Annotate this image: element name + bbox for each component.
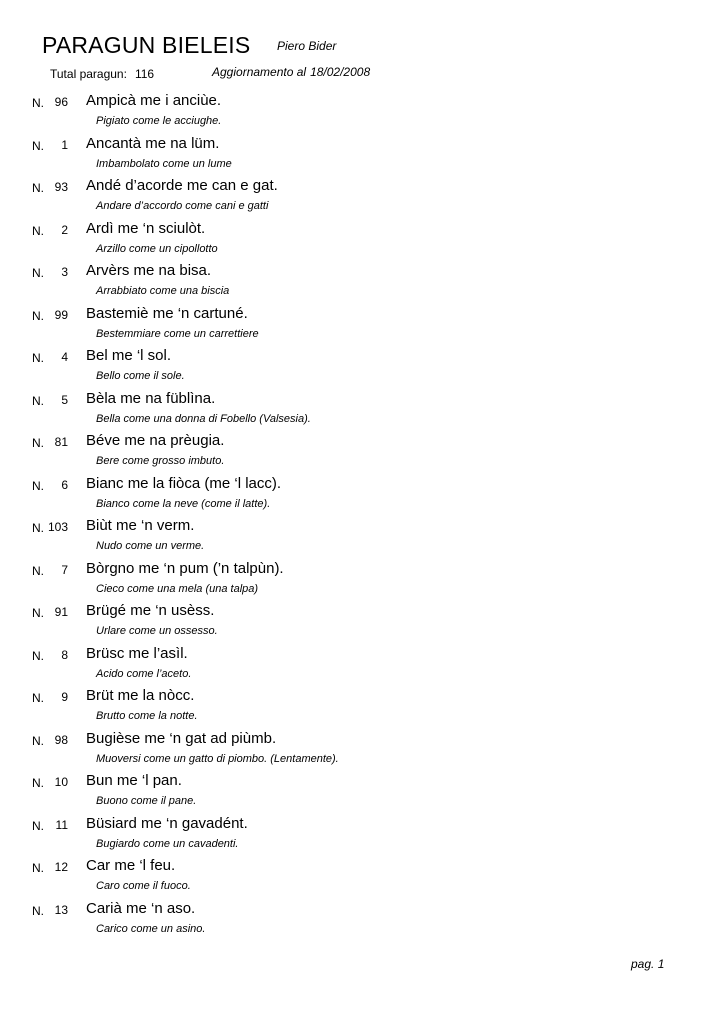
entry-translation: Buono come il pane. (96, 795, 197, 807)
entry-translation: Arzillo come un cipollotto (96, 242, 218, 255)
entry-prefix: N. (32, 308, 44, 323)
list-item (0, 135, 724, 178)
list-item (0, 815, 724, 858)
entry-phrase: Ardì me ‘n sciulòt. (86, 219, 206, 237)
total-count-value: 116 (134, 67, 155, 81)
list-item (0, 645, 724, 688)
entry-number: 91 (54, 605, 68, 619)
entry-translation: Nudo come un verme. (96, 540, 205, 552)
entry-number: 81 (54, 435, 68, 449)
list-item (0, 772, 724, 815)
list-item (0, 262, 724, 305)
entry-prefix: N. (32, 776, 44, 790)
entry-number: 96 (54, 95, 68, 109)
entry-number: 4 (61, 350, 68, 364)
entry-prefix: N. (32, 266, 44, 280)
entry-prefix: N. (32, 223, 44, 238)
entry-prefix: N. (32, 351, 44, 365)
entry-translation: Bestemmiare come un carrettiere (96, 327, 259, 340)
list-item (0, 92, 724, 135)
entry-translation: Bugiardo come un cavadenti. (96, 837, 239, 850)
total-count (50, 67, 154, 81)
entry-prefix: N. (32, 96, 44, 110)
update-date-label: Aggiornamento al (212, 65, 307, 79)
entry-number: 93 (54, 180, 68, 194)
entry-translation: Cieco come una mela (una talpa) (96, 582, 259, 595)
list-item (0, 517, 724, 560)
list-item (0, 560, 724, 603)
entry-translation: Bella come una donna di Fobello (Valsesia). (96, 412, 311, 425)
entry-translation: Imbambolato come un lume (96, 157, 232, 170)
entry-phrase: Bugièse me ‘n gat ad piùmb. (86, 729, 277, 747)
entry-phrase: Car me ‘l feu. (86, 857, 176, 874)
entry-number: 9 (61, 690, 68, 704)
entry-phrase: Bèla me na füblìna. (86, 389, 216, 407)
entry-prefix: N. (32, 181, 44, 195)
entry-number: 12 (54, 860, 68, 874)
entry-translation: Carico come un asino. (96, 922, 206, 935)
entry-phrase: Ancantà me na lüm. (86, 134, 220, 152)
entry-prefix: N. (32, 478, 44, 493)
entry-phrase: Bastemiè me ‘n cartuné. (86, 304, 248, 322)
entry-number: 8 (61, 647, 68, 662)
entry-translation: Urlare come un ossesso. (96, 625, 218, 637)
entry-translation: Caro come il fuoco. (96, 880, 191, 892)
entry-number: 6 (61, 477, 68, 492)
entry-phrase: Biùt me ‘n verm. (86, 517, 195, 534)
entry-prefix: N. (32, 818, 44, 833)
list-item (0, 220, 724, 263)
list-item (0, 390, 724, 433)
entry-number: 98 (54, 732, 68, 747)
entry-number: 13 (54, 902, 68, 917)
update-date-value: 18/02/2008 (310, 65, 371, 79)
entry-phrase: Ampicà me i anciùe. (86, 92, 222, 109)
entry-number: 7 (61, 562, 68, 577)
page-number: pag. 1 (631, 957, 665, 971)
update-date (212, 65, 370, 79)
entry-translation: Bianco come la neve (come il latte). (96, 497, 271, 510)
list-item (0, 900, 724, 943)
entry-number: 3 (61, 265, 68, 279)
entry-number: 10 (54, 775, 68, 789)
document-title: PARAGUN BIELEIS (42, 32, 251, 58)
entry-translation: Arrabbiato come una biscia (96, 285, 230, 297)
entry-number: 103 (47, 520, 68, 534)
entry-phrase: Bun me ‘l pan. (86, 772, 182, 789)
entry-prefix: N. (32, 691, 44, 705)
entry-phrase: Andé d’acorde me can e gat. (86, 177, 278, 194)
entry-phrase: Büsiard me ‘n gavadént. (86, 814, 248, 832)
list-item (0, 687, 724, 730)
entry-prefix: N. (32, 733, 44, 748)
total-count-label: Tutal paragun: (50, 67, 127, 81)
entry-translation: Pigiato come le acciughe. (96, 115, 222, 127)
list-item (0, 432, 724, 475)
list-item (0, 602, 724, 645)
list-item (0, 857, 724, 900)
entry-number: 99 (54, 307, 68, 322)
entry-number: 5 (61, 392, 68, 407)
list-item (0, 730, 724, 773)
entry-phrase: Brüsc me l’asìl. (86, 644, 188, 662)
entry-prefix: N. (32, 648, 44, 663)
entry-phrase: Brügé me ‘n usèss. (86, 602, 215, 619)
entry-translation: Muoversi come un gatto di piombo. (Lentamente). (96, 752, 339, 765)
entry-number: 1 (61, 137, 68, 152)
entry-number: 2 (61, 222, 68, 237)
entry-prefix: N. (32, 903, 44, 918)
list-item (0, 475, 724, 518)
list-item (0, 305, 724, 348)
entry-translation: Bere come grosso imbuto. (96, 455, 225, 467)
list-item (0, 347, 724, 390)
entry-phrase: Brüt me la nòcc. (86, 687, 195, 704)
entry-prefix: N. (32, 563, 44, 578)
entry-phrase: Bel me ‘l sol. (86, 347, 172, 364)
entry-prefix: N. (32, 393, 44, 408)
entry-prefix: N. (32, 436, 44, 450)
entry-prefix: N. (32, 861, 44, 875)
entry-translation: Acido come l’aceto. (96, 667, 192, 680)
entry-prefix: N. (32, 138, 44, 153)
proverb-list (0, 92, 724, 942)
entry-phrase: Carià me ‘n aso. (86, 899, 196, 917)
entry-number: 11 (55, 817, 68, 832)
entry-translation: Brutto come la notte. (96, 710, 198, 722)
entry-phrase: Bòrgno me ‘n pum (’n talpùn). (86, 559, 284, 577)
list-item (0, 177, 724, 220)
entry-phrase: Arvèrs me na bisa. (86, 262, 212, 279)
entry-prefix: N. (32, 521, 44, 535)
entry-prefix: N. (32, 606, 44, 620)
author-name: Piero Bider (277, 39, 337, 53)
entry-translation: Andare d’accordo come cani e gatti (96, 200, 269, 212)
entry-phrase: Béve me na prèugia. (86, 432, 225, 449)
entry-translation: Bello come il sole. (96, 370, 185, 382)
entry-phrase: Bianc me la fiòca (me ‘l lacc). (86, 474, 282, 492)
